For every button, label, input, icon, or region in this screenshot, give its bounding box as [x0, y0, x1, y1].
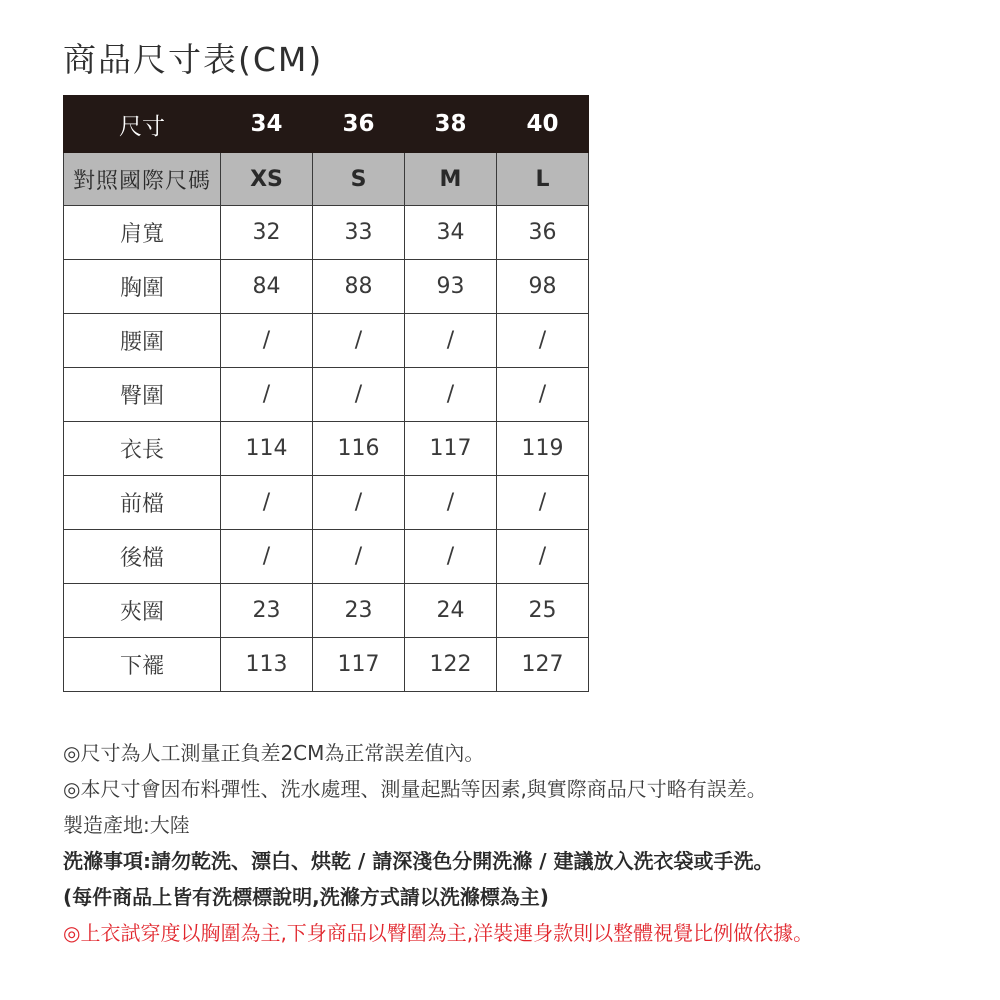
table-cell: / — [405, 530, 497, 584]
table-cell: 116 — [313, 422, 405, 476]
table-cell: 33 — [313, 206, 405, 260]
international-size-row — [64, 153, 589, 206]
table-cell: 34 — [405, 206, 497, 260]
notes-section — [63, 735, 983, 951]
international-size-cell: XS — [221, 153, 313, 206]
table-cell: 117 — [405, 422, 497, 476]
table-cell: / — [313, 530, 405, 584]
header-size-cell: 34 — [221, 96, 313, 153]
row-label: 後檔 — [64, 530, 221, 584]
table-cell: / — [221, 476, 313, 530]
table-cell: 122 — [405, 638, 497, 692]
table-cell: / — [405, 314, 497, 368]
table-cell: / — [405, 476, 497, 530]
table-cell: 32 — [221, 206, 313, 260]
table-cell: 119 — [497, 422, 589, 476]
fit-note: ◎上衣試穿度以胸圍為主,下身商品以臀圍為主,洋裝連身款則以整體視覺比例做依據。 — [63, 921, 814, 945]
table-cell: 93 — [405, 260, 497, 314]
table-row — [64, 368, 589, 422]
header-size-cell: 38 — [405, 96, 497, 153]
table-cell: / — [221, 368, 313, 422]
size-table — [63, 95, 589, 692]
page-title: 商品尺寸表(CM) — [63, 40, 324, 79]
row-label: 前檔 — [64, 476, 221, 530]
header-size-cell: 36 — [313, 96, 405, 153]
table-row — [64, 476, 589, 530]
row-label: 胸圍 — [64, 260, 221, 314]
row-label: 夾圈 — [64, 584, 221, 638]
table-cell: 23 — [313, 584, 405, 638]
table-cell: 98 — [497, 260, 589, 314]
table-cell: / — [313, 314, 405, 368]
origin-note: 製造產地:大陸 — [63, 813, 190, 837]
table-cell: 114 — [221, 422, 313, 476]
table-header-row — [64, 96, 589, 153]
table-cell: / — [221, 530, 313, 584]
table-row — [64, 638, 589, 692]
table-cell: 127 — [497, 638, 589, 692]
international-size-cell: S — [313, 153, 405, 206]
international-size-label: 對照國際尺碼 — [64, 153, 221, 206]
table-cell: 113 — [221, 638, 313, 692]
table-cell: 36 — [497, 206, 589, 260]
table-cell: 24 — [405, 584, 497, 638]
header-label-cell: 尺寸 — [64, 96, 221, 153]
table-cell: 84 — [221, 260, 313, 314]
row-label: 下襬 — [64, 638, 221, 692]
table-row — [64, 206, 589, 260]
washing-instructions: 洗滌事項:請勿乾洗、漂白、烘乾 / 請深淺色分開洗滌 / 建議放入洗衣袋或手洗。 — [63, 849, 774, 873]
international-size-cell: L — [497, 153, 589, 206]
tolerance-note: ◎尺寸為人工測量正負差2CM為正常誤差值內。 — [63, 741, 485, 765]
table-row — [64, 422, 589, 476]
table-cell: 88 — [313, 260, 405, 314]
table-cell: / — [497, 314, 589, 368]
table-cell: / — [497, 368, 589, 422]
row-label: 腰圍 — [64, 314, 221, 368]
row-label: 肩寬 — [64, 206, 221, 260]
international-size-cell: M — [405, 153, 497, 206]
table-cell: 23 — [221, 584, 313, 638]
table-cell: / — [221, 314, 313, 368]
table-cell: / — [313, 368, 405, 422]
table-cell: / — [313, 476, 405, 530]
row-label: 臀圍 — [64, 368, 221, 422]
row-label: 衣長 — [64, 422, 221, 476]
table-cell: / — [497, 476, 589, 530]
header-size-cell: 40 — [497, 96, 589, 153]
table-row — [64, 260, 589, 314]
table-row — [64, 584, 589, 638]
variance-note: ◎本尺寸會因布料彈性、洗水處理、測量起點等因素,與實際商品尺寸略有誤差。 — [63, 777, 767, 801]
washing-label-note: (每件商品上皆有洗標標說明,洗滌方式請以洗滌標為主) — [63, 885, 549, 909]
table-cell: 25 — [497, 584, 589, 638]
table-row — [64, 314, 589, 368]
table-row — [64, 530, 589, 584]
table-cell: / — [405, 368, 497, 422]
table-cell: / — [497, 530, 589, 584]
table-cell: 117 — [313, 638, 405, 692]
